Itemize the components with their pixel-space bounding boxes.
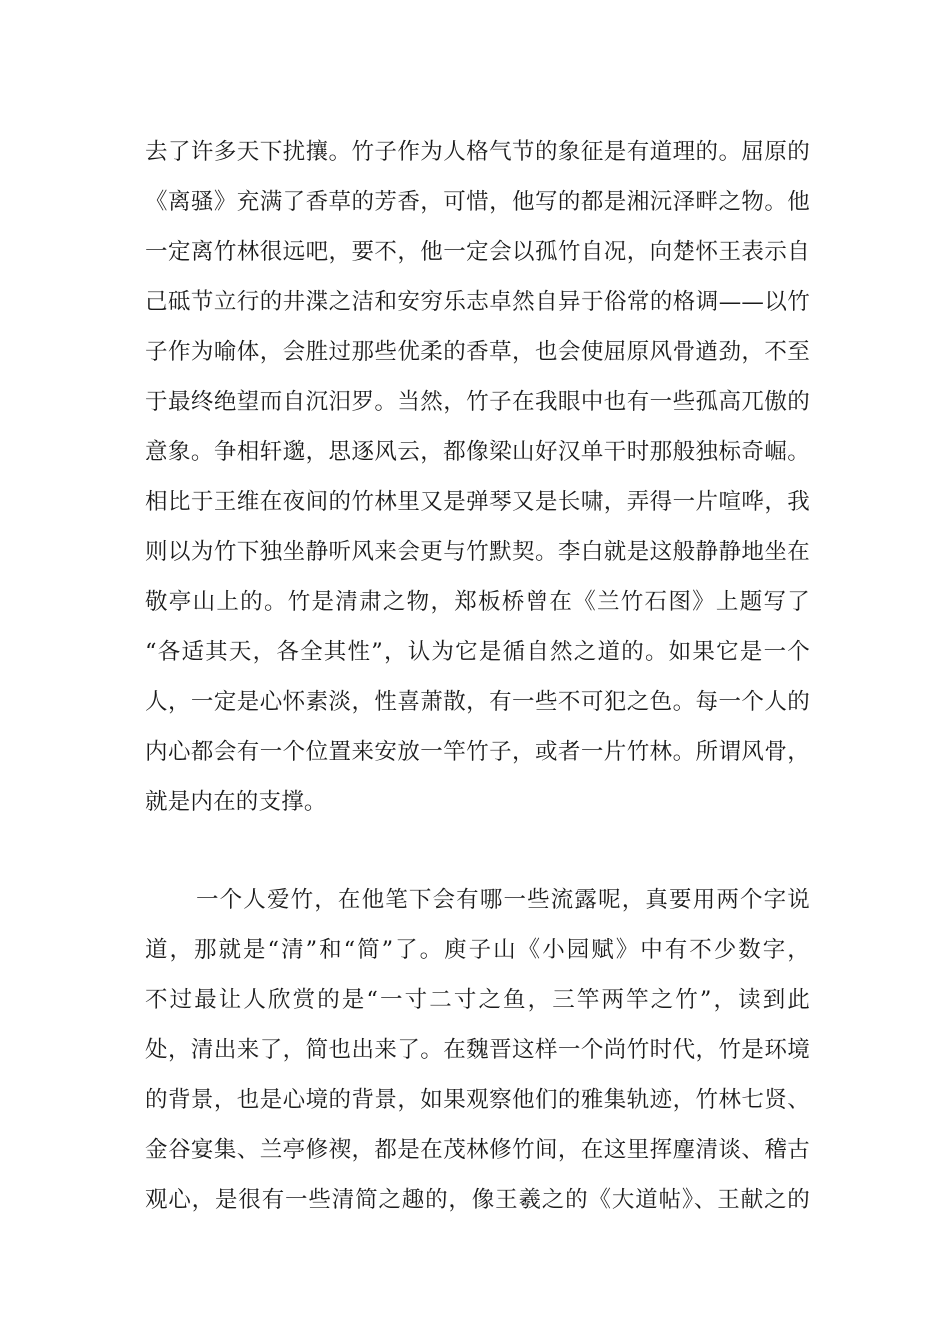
- paragraph-1-line-3: 一定离竹林很远吧，要不，他一定会以孤竹自况，向楚怀王表示自: [145, 239, 810, 265]
- paragraph-1-line-10: 敬亭山上的。竹是清肃之物，郑板桥曾在《兰竹石图》上题写了: [145, 589, 810, 615]
- paragraph-1-line-14: 就是内在的支撑。: [145, 789, 327, 815]
- paragraph-2-line-4: 处，清出来了，简也出来了。在魏晋这样一个尚竹时代，竹是环境: [145, 1037, 810, 1063]
- paragraph-1-line-2: 《离骚》充满了香草的芳香，可惜，他写的都是湘沅泽畔之物。他: [145, 189, 810, 215]
- paragraph-1-line-7: 意象。争相轩邈，思逐风云，都像梁山好汉单干时那般独标奇崛。: [145, 439, 810, 465]
- paragraph-2-line-7: 观心，是很有一些清简之趣的，像王羲之的《大道帖》、王献之的: [145, 1187, 810, 1213]
- paragraph-1-line-12: 人，一定是心怀素淡，性喜萧散，有一些不可犯之色。每一个人的: [145, 689, 810, 715]
- paragraph-1-line-5: 子作为喻体，会胜过那些优柔的香草，也会使屈原风骨遒劲，不至: [145, 339, 810, 365]
- paragraph-1-line-6: 于最终绝望而自沉汨罗。当然，竹子在我眼中也有一些孤高兀傲的: [145, 389, 810, 415]
- paragraph-1-line-13: 内心都会有一个位置来安放一竿竹子，或者一片竹林。所谓风骨，: [145, 739, 810, 765]
- paragraph-2-line-2: 道，那就是“清”和“简”了。庾子山《小园赋》中有不少数字，: [145, 937, 810, 963]
- paragraph-1-line-8: 相比于王维在夜间的竹林里又是弹琴又是长啸，弄得一片喧哗，我: [145, 489, 810, 515]
- paragraph-1-line-4: 己砥节立行的井渫之洁和安穷乐志卓然自异于俗常的格调——以竹: [145, 289, 810, 315]
- paragraph-2-line-3: 不过最让人欣赏的是“一寸二寸之鱼，三竿两竿之竹”，读到此: [145, 987, 810, 1013]
- paragraph-1-line-11: “各适其天，各全其性”，认为它是循自然之道的。如果它是一个: [145, 639, 810, 665]
- paragraph-2-line-5: 的背景，也是心境的背景，如果观察他们的雅集轨迹，竹林七贤、: [145, 1087, 810, 1113]
- paragraph-1-line-9: 则以为竹下独坐静听风来会更与竹默契。李白就是这般静静地坐在: [145, 539, 810, 565]
- paragraph-2-line-1: 一个人爱竹，在他笔下会有哪一些流露呢，真要用两个字说: [196, 887, 810, 913]
- paragraph-2-line-6: 金谷宴集、兰亭修禊，都是在茂林修竹间，在这里挥麈清谈、稽古: [145, 1137, 810, 1163]
- paragraph-1-line-1: 去了许多天下扰攘。竹子作为人格气节的象征是有道理的。屈原的: [145, 139, 810, 165]
